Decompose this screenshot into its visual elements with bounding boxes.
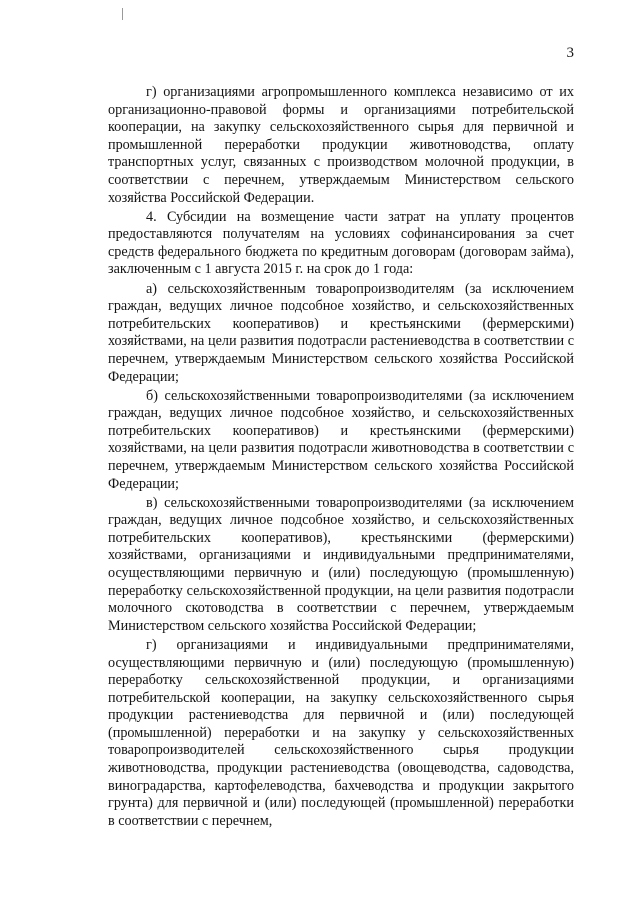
paragraph-b-livestock: б) сельскохозяйственными товаропроизводителями (за исключением граждан, ведущих личное подсобное хозяйство, и сельскохозяйственных потребительских кооперативов) и крестьянскими (фермерскими) хозяйствами, на цели развития подотрасли животноводства в соответствии с перечнем, утверждаемым Министерством сельского хозяйства Российской Федерации; [108,387,574,492]
paragraph-v-dairy: в) сельскохозяйственными товаропроизводителями (за исключением граждан, ведущих личное подсобное хозяйство, и сельскохозяйственных потребительских кооперативов), крестьянскими (фермерскими) хозяйствами, организациями и индивидуальными предпринимателями, осуществляющими первичную и (или) последующую (промышленную) переработку сельскохозяйственной продукции, на цели развития подотрасли молочного скотоводства в соответствии с перечнем, утверждаемым Министерством сельского хозяйства Российской Федерации; [108,494,574,634]
scan-mark [122,8,123,20]
paragraph-a-crop-production: а) сельскохозяйственным товаропроизводителям (за исключением граждан, ведущих личное подсобное хозяйство, и сельскохозяйственных потребительских кооперативов) и крестьянскими (фермерскими) хозяйствами, на цели развития подотрасли растениеводства в соответствии с перечнем, утверждаемым Министерством сельского хозяйства Российской Федерации; [108,280,574,385]
page-number: 3 [566,45,574,61]
paragraph-g-processing: г) организациями и индивидуальными предпринимателями, осуществляющими первичную и (или) последующую (промышленную) переработку сельскохозяйственной продукции, и организациями потребительской кооперации, на закупку сельскохозяйственного сырья продукции растениеводства для первичной и (или) последующей (промышленной) переработки и на закупку у сельскохозяйственных товаропроизводителей сельскохозяйственного сырья продукции животноводства, продукции растениеводства (овощеводства, садоводства, виноградарства, картофелеводства, бахчеводства и продукции закрытого грунта) для первичной и (или) последующей (промышленной) переработки в соответствии с перечнем, [108,636,574,829]
paragraph-g-agro-organizations: г) организациями агропромышленного комплекса независимо от их организационно-правовой формы и организациями потребительской кооперации, на закупку сельскохозяйственного сырья для первичной и промышленной переработки продукции животноводства, оплату транспортных услуг, связанных с производством молочной продукции, в соответствии с перечнем, утверждаемым Министерством сельского хозяйства Российской Федерации. [108,84,574,206]
document-body [108,84,574,832]
paragraph-4-subsidies: 4. Субсидии на возмещение части затрат на уплату процентов предоставляются получателям на условиях софинансирования за счет средств федерального бюджета по кредитным договорам (договорам займа), заключенным с 1 августа 2015 г. на срок до 1 года: [108,208,574,278]
